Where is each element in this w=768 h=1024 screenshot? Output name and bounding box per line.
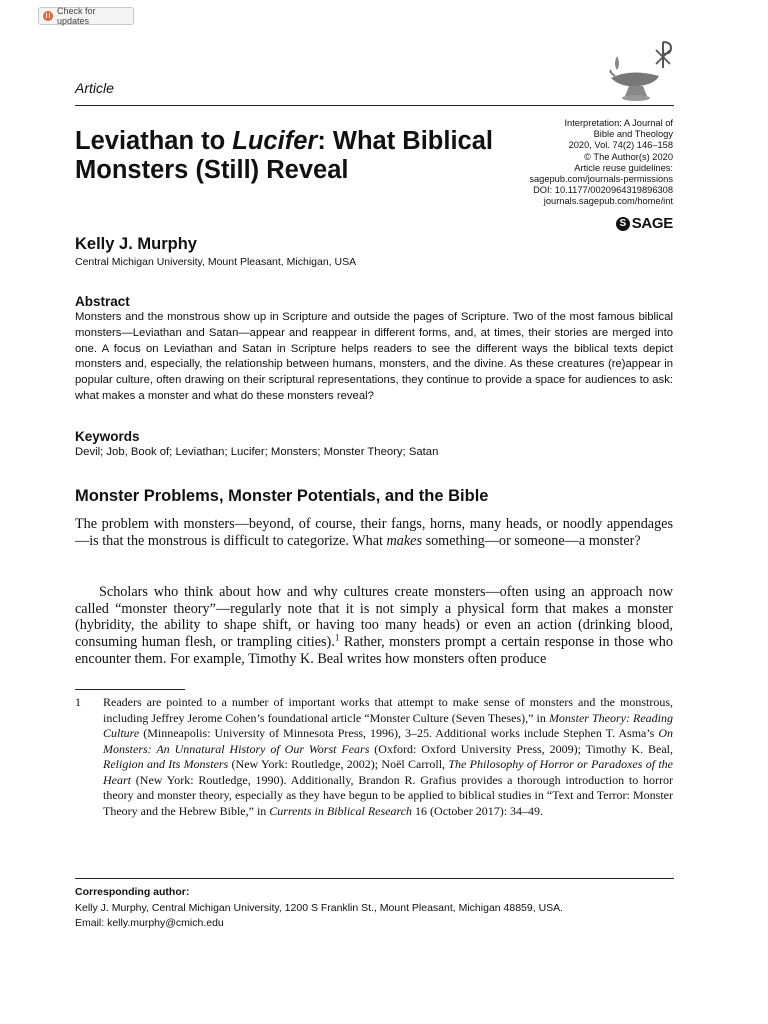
body-paragraph [75, 584, 673, 668]
article-type-label: Article [75, 80, 114, 96]
title-part: : What Biblical Monsters (Still) Reveal [75, 127, 493, 184]
sage-wordmark: SAGE [631, 215, 673, 232]
journal-info-line: © The Author(s) 2020 [584, 151, 673, 162]
check-for-updates-button[interactable] [38, 7, 134, 25]
footnote-italic-segment: On Monsters: An Unnatural History of Our Worst Fears [103, 726, 673, 756]
header-divider [75, 105, 674, 106]
section-heading: Monster Problems, Monster Potentials, and the Bible [75, 487, 489, 505]
footnote-number: 1 [75, 695, 81, 709]
footnote-segment: Readers are pointed to a number of important works that attempt to make sense of monsters and the monstrous, including Jeffrey Jerome Cohen’s foundational article “Monster Culture (Seven Theses),” in [103, 695, 673, 725]
check-updates-icon [43, 11, 53, 21]
journal-info-link[interactable]: sagepub.com/journals-permissions [529, 174, 673, 185]
footnote-italic-segment: Religion and Its Monsters [103, 757, 229, 771]
author-name: Kelly J. Murphy [75, 235, 197, 253]
correspondence-heading: Corresponding author: [75, 886, 190, 898]
author-affiliation: Central Michigan University, Mount Pleasant, Michigan, USA [75, 256, 357, 268]
correspondence-address: Kelly J. Murphy, Central Michigan University, 1200 S Franklin St., Mount Pleasant, Michigan 48859, USA. [75, 902, 564, 914]
footnote-italic-segment: The Philosophy of Horror or Paradoxes of the Heart [103, 757, 673, 787]
sage-mark-icon: S [616, 217, 630, 231]
journal-info-line: Article reuse guidelines: [574, 162, 673, 173]
footnote-italic-segment: Monster Theory: Reading Culture [103, 710, 674, 740]
lamp-chi-rho-icon [605, 38, 673, 106]
keywords-heading: Keywords [75, 429, 140, 444]
abstract-text: Monsters and the monstrous show up in Scripture and outside the pages of Scripture. Two of the most famous biblical monsters—Leviathan and Satan—appear and reappear in different forms, and, at times, their stories are merged into one. A focus on Leviathan and Satan in Scripture helps readers to see the different ways the biblical texts depict monsters and, especially, the relationship between humans, monsters, and the divine. As these creatures (re)appear in popular culture, often drawing on their scriptural representations, they continue to provide a space for audiences to ask: what makes a monster and what do these monsters reveal? [75, 311, 673, 402]
footnote-segment: 16 (October 2017): 34–49. [412, 803, 544, 818]
abstract-heading: Abstract [75, 294, 130, 309]
footnote-segment: (Oxford: Oxford University Press, 2009); Timothy K. Beal, [369, 741, 673, 756]
paragraph-text: Rather, monsters prompt a certain response in those who encounter them. For example, Timothy K. Beal writes how monsters often produce [75, 634, 673, 667]
paragraph-text: Scholars who think about how and why cultures create monsters—often using an approach now called “monster theory”—regularly note that it is not simply a physical form that makes a monster (hybridity, the ability to shape shift, or having too many heads) or even an action (drinking blood, consuming human flesh, or trampling cities). [75, 584, 673, 651]
footnote-segment: (New York: Routledge, 1990). Additionally, Brandon R. Grafius provides a thorough introduction to horror theory and monster theory, especially as they have begun to be applied to biblical studies in “Text and Terror: Monster Theory and the Hebrew Bible,” in [103, 772, 673, 818]
footnote [75, 695, 673, 819]
journal-info-doi[interactable]: DOI: 10.1177/0020964319896308 [533, 185, 673, 196]
body-paragraph [75, 516, 673, 549]
title-italic-part: Lucifer [232, 127, 318, 155]
journal-info-line: Interpretation: A Journal of [564, 118, 673, 128]
paragraph-text: something—or someone—a monster? [422, 532, 641, 549]
correspondence-email[interactable]: Email: kelly.murphy@cmich.edu [75, 917, 224, 929]
sage-logo [616, 215, 673, 232]
journal-info-line: Bible and Theology [593, 129, 673, 140]
footnote-segment: (New York: Routledge, 2002); Noël Carroll, [228, 757, 449, 771]
footnote-segment: (Minneapolis: University of Minnesota Press, 1996), 3–25. Additional works include Stephen T. Asma’s [139, 726, 659, 740]
check-for-updates-label: Check for updates [57, 6, 96, 26]
footnote-text [103, 695, 673, 819]
keywords-text: Devil; Job, Book of; Leviathan; Lucifer; Monsters; Monster Theory; Satan [75, 446, 439, 458]
footnote-reference[interactable]: 1 [334, 632, 340, 643]
article-title [75, 127, 495, 185]
title-part: Leviathan to [75, 127, 233, 155]
journal-info [473, 118, 673, 208]
footnote-divider [75, 689, 185, 690]
paragraph-italic-text: makes [386, 532, 423, 549]
journal-info-line: 2020, Vol. 74(2) 146–158 [568, 140, 673, 151]
footnote-italic-segment: Currents in Biblical Research [269, 803, 413, 818]
paragraph-text: The problem with monsters—beyond, of course, their fangs, horns, many heads, or noodly appendages—is that the monstrous is difficult to categorize. What [75, 516, 673, 549]
correspondence-divider [75, 878, 674, 879]
journal-info-link[interactable]: journals.sagepub.com/home/int [543, 196, 673, 207]
